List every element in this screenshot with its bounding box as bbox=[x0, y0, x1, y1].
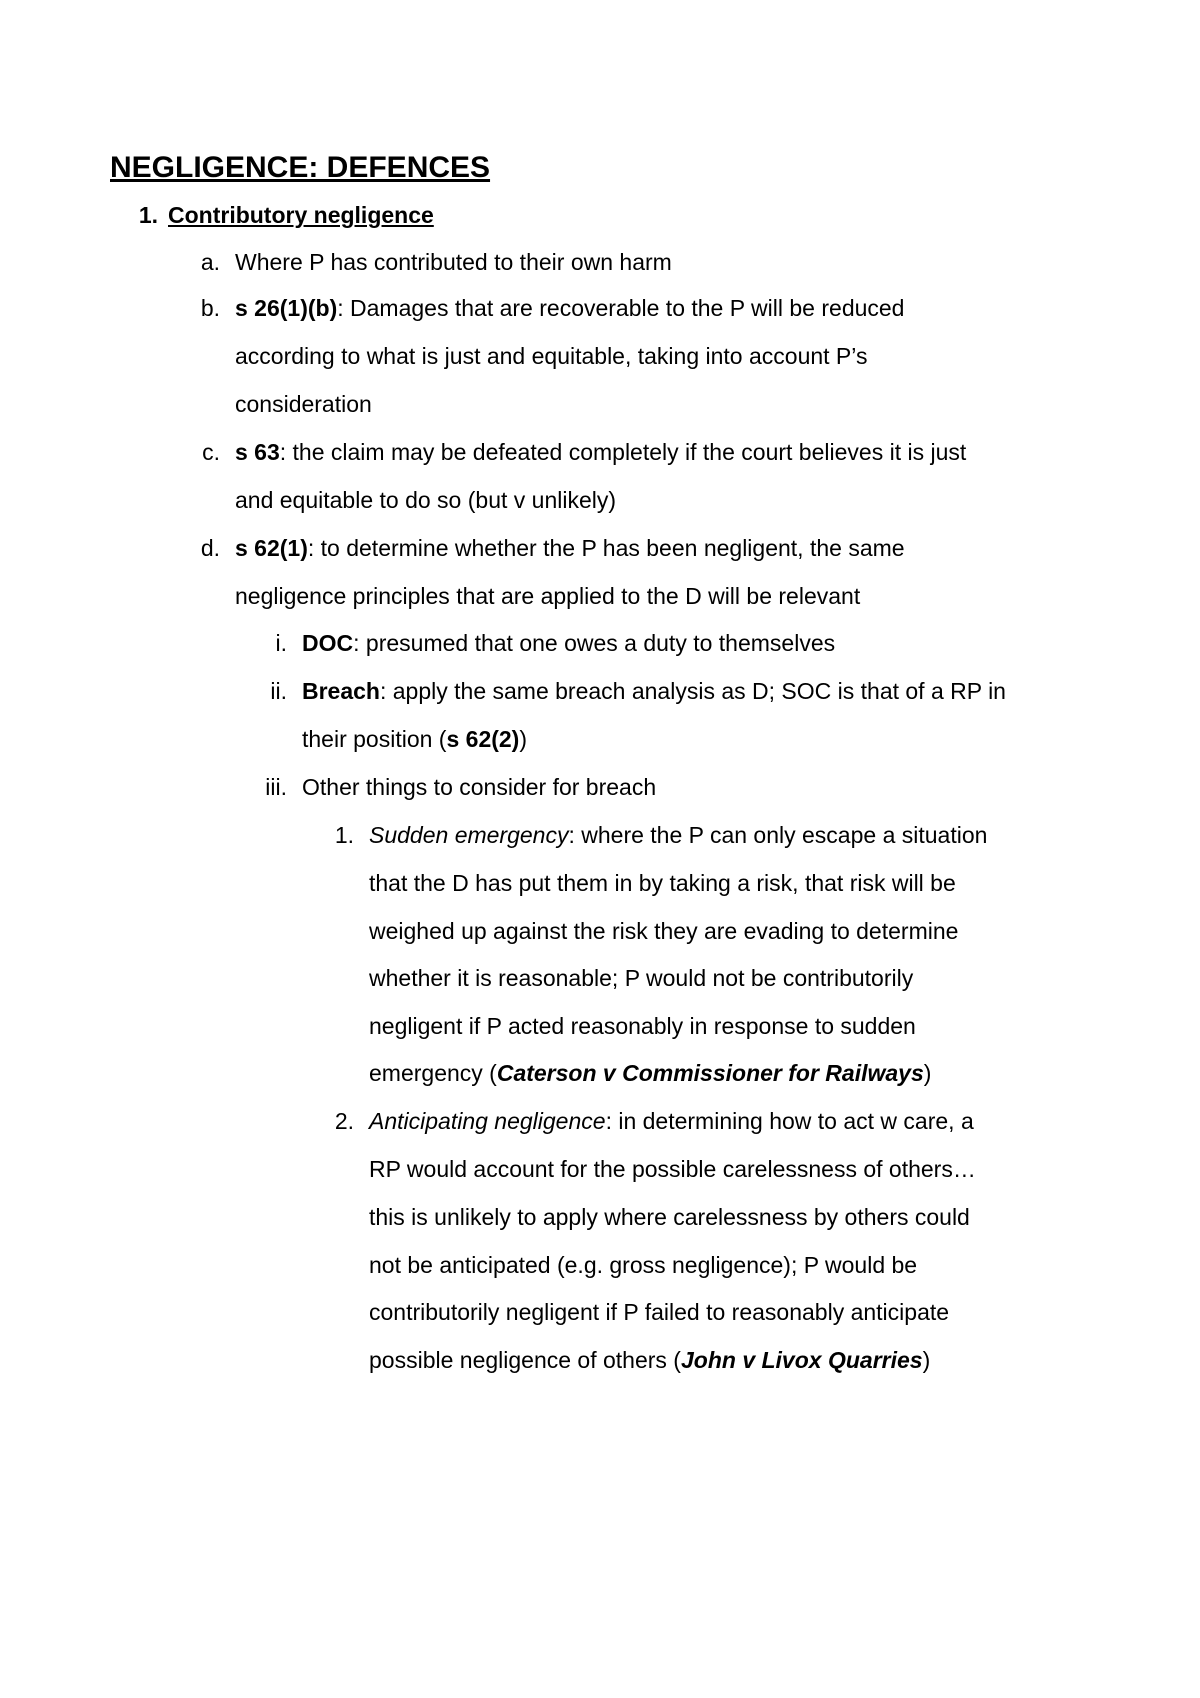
point-1-marker: 1. bbox=[334, 822, 354, 848]
sub-ii-marker: ii. bbox=[270, 678, 287, 704]
point-2-line-6: possible negligence of others (John v Livox Quarries) bbox=[369, 1347, 931, 1373]
point-1-line-5: negligent if P acted reasonably in response to sudden bbox=[369, 1013, 916, 1039]
point-1-line-3: weighed up against the risk they are evading to determine bbox=[369, 918, 959, 944]
section-number: 1. bbox=[138, 202, 158, 228]
item-a-marker: a. bbox=[200, 249, 220, 275]
statute-citation: s 62(1) bbox=[235, 535, 308, 561]
point-2-marker: 2. bbox=[334, 1108, 354, 1134]
section-heading: Contributory negligence bbox=[168, 202, 434, 228]
statute-citation: s 26(1)(b) bbox=[235, 295, 338, 321]
item-c-marker: c. bbox=[202, 439, 220, 465]
point-2-line-1: Anticipating negligence: in determining how to act w care, a bbox=[369, 1108, 974, 1134]
point-1-line-4: whether it is reasonable; P would not be contributorily bbox=[369, 965, 914, 991]
sub-i-marker: i. bbox=[275, 630, 287, 656]
document-title: NEGLIGENCE: DEFENCES bbox=[110, 151, 491, 184]
item-b-line-1: s 26(1)(b): Damages that are recoverable to the P will be reduced bbox=[235, 295, 905, 321]
statute-citation: s 63 bbox=[235, 439, 280, 465]
sub-iii-text: Other things to consider for breach bbox=[302, 774, 657, 800]
item-c-line-1: s 63: the claim may be defeated completely if the court believes it is just bbox=[235, 439, 967, 465]
point-2-line-4: not be anticipated (e.g. gross negligence); P would be bbox=[369, 1252, 918, 1278]
point-2-line-5: contributorily negligent if P failed to reasonably anticipate bbox=[369, 1299, 950, 1325]
item-a-text: Where P has contributed to their own harm bbox=[235, 249, 672, 275]
sub-ii-line-1: Breach: apply the same breach analysis as D; SOC is that of a RP in bbox=[302, 678, 1006, 704]
point-1-line-1: Sudden emergency: where the P can only escape a situation bbox=[369, 822, 988, 848]
item-d-marker: d. bbox=[200, 535, 220, 561]
point-1-line-2: that the D has put them in by taking a risk, that risk will be bbox=[369, 870, 956, 896]
item-b-marker: b. bbox=[200, 295, 220, 321]
item-b-line-3: consideration bbox=[235, 391, 372, 417]
sub-iii-marker: iii. bbox=[265, 774, 287, 800]
point-2-line-3: this is unlikely to apply where carelessness by others could bbox=[369, 1204, 970, 1230]
case-citation: John v Livox Quarries bbox=[680, 1347, 923, 1373]
statute-citation: s 62(2) bbox=[446, 726, 520, 752]
point-2-line-2: RP would account for the possible carelessness of others… bbox=[369, 1156, 976, 1182]
sub-ii-line-2: their position (s 62(2)) bbox=[302, 726, 528, 752]
case-citation: Caterson v Commissioner for Railways bbox=[496, 1060, 924, 1086]
point-1-line-6: emergency (Caterson v Commissioner for Railways) bbox=[369, 1060, 932, 1086]
item-d-line-1: s 62(1): to determine whether the P has been negligent, the same bbox=[235, 535, 905, 561]
item-c-line-2: and equitable to do so (but v unlikely) bbox=[235, 487, 617, 513]
item-d-line-2: negligence principles that are applied to the D will be relevant bbox=[235, 583, 861, 609]
sub-i-text: DOC: presumed that one owes a duty to themselves bbox=[302, 630, 836, 656]
item-b-line-2: according to what is just and equitable, taking into account P’s bbox=[235, 343, 868, 369]
